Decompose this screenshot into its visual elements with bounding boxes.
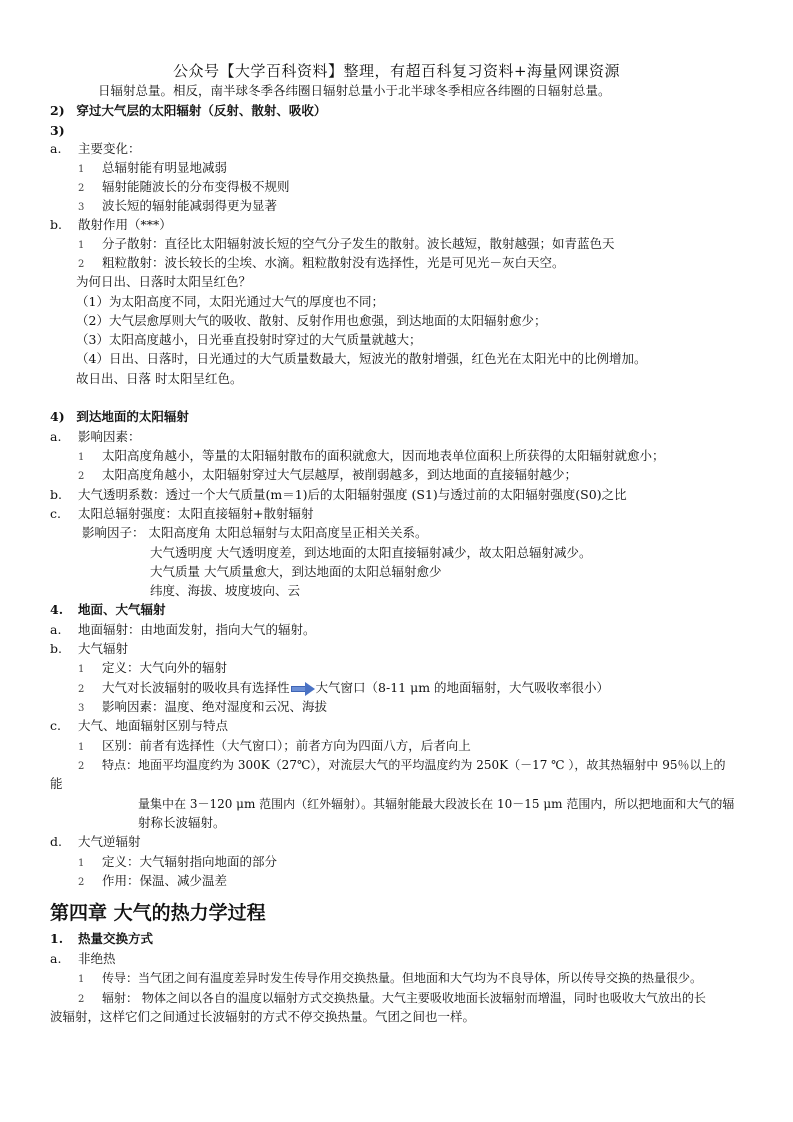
section-heading — [50, 930, 153, 948]
list-text: 非绝热 — [78, 951, 116, 966]
list-text: 地面辐射：由地面发射，指向大气的辐射。 — [78, 622, 316, 637]
sub-text: 辐射能随波长的分布变得极不规则 — [102, 179, 290, 194]
sub-text: 定义：大气向外的辐射 — [102, 660, 228, 675]
section-title: 热量交换方式 — [78, 931, 154, 946]
list-text: 影响因素： — [78, 429, 141, 444]
arrow-right-icon — [291, 684, 315, 694]
sub-text: 粗粒散射：波长较长的尘埃、水滴。粗粒散射没有选择性，光是可见光－灰白天空。 — [102, 255, 565, 270]
list-text: 大气逆辐射 — [78, 834, 141, 849]
list-text: 太阳总辐射强度：太阳直接辐射+散射辐射 — [78, 506, 314, 521]
circled-number: 2 — [78, 471, 85, 482]
list-text: 散射作用（***） — [78, 217, 172, 232]
section-number: 2) — [50, 103, 65, 118]
sub-text: 特点：地面平均温度约为 300K（27℃），对流层大气的平均温度约为 250K（－17 ℃ ），故其热辐射中 95％以上的 — [102, 758, 726, 772]
list-item — [50, 486, 627, 504]
sub-text: 太阳高度角越小，太阳辐射穿过大气层越厚，被削弱越多，到达地面的直接辐射越少； — [102, 467, 578, 482]
list-text: 主要变化： — [78, 141, 141, 156]
sub-item — [78, 197, 277, 217]
section-heading — [50, 601, 166, 619]
list-item — [50, 833, 141, 851]
sub-item — [78, 872, 227, 892]
sub-item — [78, 698, 327, 718]
list-text: 大气辐射 — [78, 641, 129, 656]
circled-number: 2 — [78, 684, 85, 695]
text-line: （2）大气层愈厚则大气的吸收、散射、反射作用也愈强，到达地面的太阳辐射愈少； — [76, 313, 547, 328]
sub-item — [78, 756, 725, 776]
circled-number: 1 — [78, 742, 85, 753]
circled-number: 2 — [78, 183, 85, 194]
list-item — [50, 216, 172, 234]
section-heading — [50, 102, 326, 120]
list-text: 大气透明系数：透过一个大气质量(m＝1)后的太阳辐射强度 (S1)与透过前的太阳辐射强度(S0)之比 — [78, 487, 627, 502]
text-line: 影响因子： 太阳高度角 太阳总辐射与太阳高度呈正相关关系。 — [82, 525, 428, 540]
section-title: 到达地面的太阳辐射 — [76, 409, 189, 424]
list-marker: c. — [50, 718, 61, 733]
circled-number: 3 — [78, 202, 85, 213]
circled-number: 2 — [78, 761, 85, 772]
page-header: 公众号【大学百科资料】整理，有超百科复习资料+海量网课资源 — [172, 62, 621, 80]
sub-item — [78, 853, 277, 873]
list-item — [50, 505, 313, 523]
list-marker: d. — [50, 834, 62, 849]
sub-text: 辐射： 物体之间以各自的温度以辐射方式交换热量。大气主要吸收地面长波辐射而增温，同时也吸收大气放出的长 — [102, 991, 706, 1005]
list-marker: a. — [50, 141, 62, 156]
sub-item — [78, 254, 565, 274]
text-line: 大气质量 大气质量愈大，到达地面的太阳总辐射愈少 — [150, 564, 442, 579]
list-item — [50, 428, 141, 446]
circled-number: 1 — [78, 664, 85, 675]
list-marker: b. — [50, 487, 62, 502]
circled-number: 1 — [78, 164, 85, 175]
sub-item — [78, 178, 290, 198]
sub-item — [78, 969, 702, 989]
sub-item — [78, 447, 665, 467]
list-marker: a. — [50, 951, 62, 966]
section-number: 3) — [50, 123, 65, 138]
list-marker: b. — [50, 217, 62, 232]
circled-number: 1 — [78, 974, 85, 985]
sub-text: 大气窗口（8-11 μm 的地面辐射，大气吸收率很小） — [315, 680, 610, 695]
text-line: 射称长波辐射。 — [138, 815, 226, 830]
section-number: 1. — [50, 931, 64, 946]
list-item — [50, 640, 128, 658]
section-heading — [50, 122, 72, 140]
sub-item — [78, 159, 227, 179]
circled-number: 2 — [78, 994, 85, 1005]
sub-item — [78, 235, 615, 255]
chapter-title: 第四章 大气的热力学过程 — [50, 902, 266, 924]
list-marker: c. — [50, 506, 61, 521]
circled-number: 1 — [78, 858, 85, 869]
sub-text: 区别：前者有选择性（大气窗口）；前者方向为四面八方，后者向上 — [102, 738, 471, 753]
circled-number: 2 — [78, 877, 85, 888]
sub-text: 波长短的辐射能减弱得更为显著 — [102, 198, 278, 213]
text-line: （4）日出、日落时，日光通过的大气质量数最大，短波光的散射增强，红色光在太阳光中的比例增加。 — [76, 351, 647, 366]
list-item — [50, 950, 116, 968]
sub-text: 影响因素：温度、绝对湿度和云况、海拔 — [102, 699, 328, 714]
text-line: 纬度、海拔、坡度坡向、云 — [150, 583, 301, 598]
section-title: 地面、大气辐射 — [78, 602, 166, 617]
section-number: 4) — [50, 409, 65, 424]
sub-item — [78, 737, 471, 757]
text-line: 能 — [50, 776, 63, 791]
text-line: 为何日出、日落时太阳呈红色？ — [76, 274, 252, 289]
list-item — [50, 621, 316, 639]
sub-text: 传导：当气团之间有温度差异时发生传导作用交换热量。但地面和大气均为不良导体，所以传导交换的热量很少。 — [102, 971, 703, 985]
sub-item — [78, 989, 706, 1009]
text-line: 故日出、日落 时太阳呈红色。 — [76, 371, 243, 386]
text-line: 日辐射总量。相反，南半球冬季各纬圈日辐射总量小于北半球冬季相应各纬圈的日辐射总量。 — [98, 83, 611, 98]
list-marker: b. — [50, 641, 62, 656]
text-line: 量集中在 3－120 μm 范围内（红外辐射）。其辐射能最大段波长在 10－15 μm 范围内，所以把地面和大气的辐 — [138, 797, 735, 811]
section-title: 穿过大气层的太阳辐射（反射、散射、吸收） — [76, 103, 327, 118]
text-line: （1）为太阳高度不同，太阳光通过大气的厚度也不同； — [76, 294, 384, 309]
text-line: 波辐射，这样它们之间通过长波辐射的方式不停交换热量。气团之间也一样。 — [50, 1009, 476, 1024]
list-text: 大气、地面辐射区别与特点 — [78, 718, 229, 733]
sub-item — [78, 466, 577, 486]
sub-text: 大气对长波辐射的吸收具有选择性 — [102, 680, 290, 695]
sub-item — [78, 659, 227, 679]
list-item — [50, 140, 141, 158]
sub-text: 作用：保温、减少温差 — [102, 873, 228, 888]
list-marker: a. — [50, 622, 62, 637]
sub-item — [78, 679, 609, 699]
text-line: 大气透明度 大气透明度差，到达地面的太阳直接辐射减少，故太阳总辐射减少。 — [150, 545, 592, 560]
list-marker: a. — [50, 429, 62, 444]
sub-text: 定义：大气辐射指向地面的部分 — [102, 854, 278, 869]
circled-number: 1 — [78, 240, 85, 251]
circled-number: 1 — [78, 452, 85, 463]
sub-text: 总辐射能有明显地减弱 — [102, 160, 228, 175]
section-heading — [50, 408, 189, 426]
circled-number: 3 — [78, 703, 85, 714]
section-number: 4. — [50, 602, 64, 617]
list-item — [50, 717, 228, 735]
text-line: （3）太阳高度越小，日光垂直投射时穿过的大气质量就越大； — [76, 332, 422, 347]
sub-text: 分子散射：直径比太阳辐射波长短的空气分子发生的散射。波长越短，散射越强；如青蓝色天 — [102, 236, 615, 251]
sub-text: 太阳高度角越小，等量的太阳辐射散布的面积就愈大，因而地表单位面积上所获得的太阳辐射就愈小； — [102, 448, 665, 463]
circled-number: 2 — [78, 259, 85, 270]
